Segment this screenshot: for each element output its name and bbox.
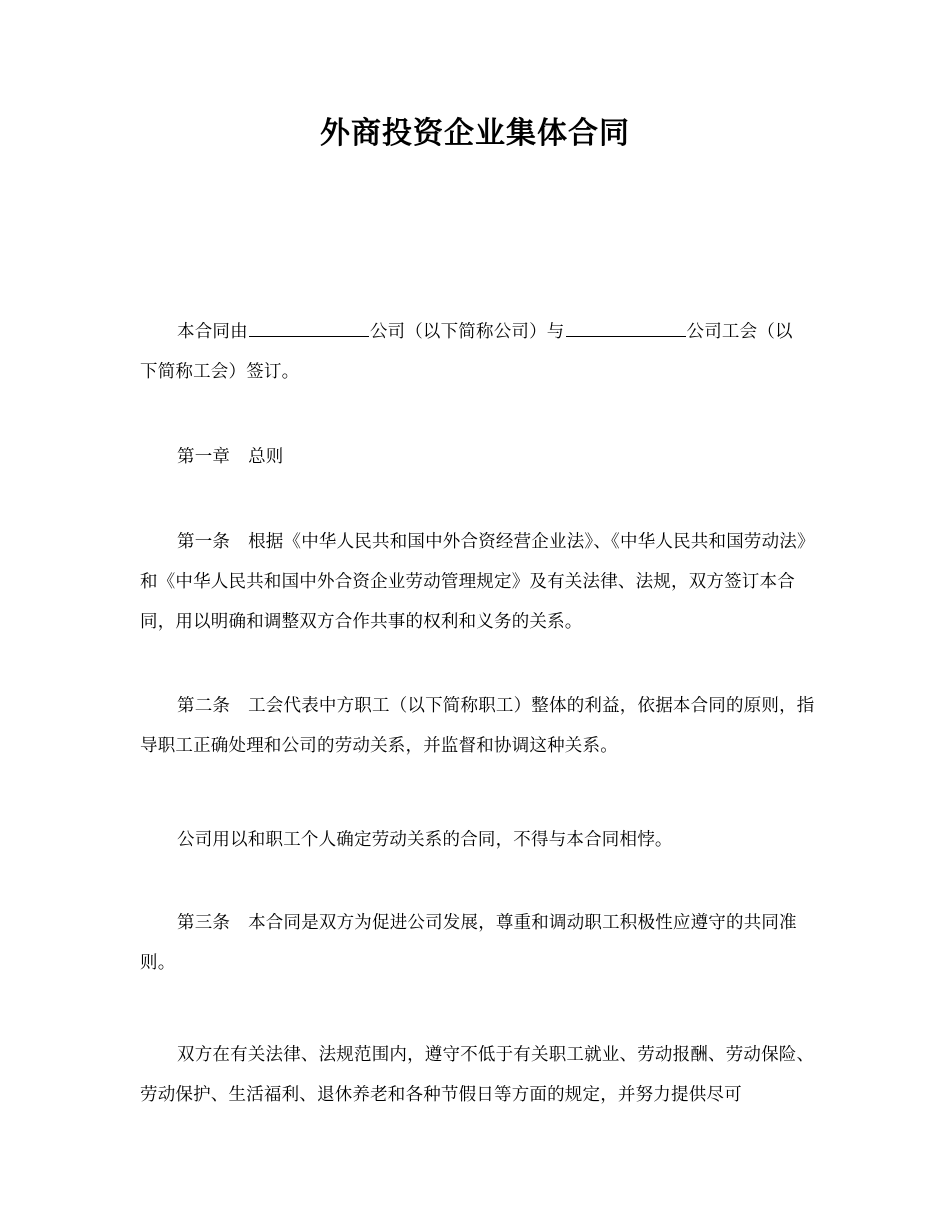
document-title: 外商投资企业集体合同 [320, 116, 630, 151]
intro-text-1: 本合同由 [177, 322, 248, 342]
chapter-label: 第一章 [177, 447, 231, 467]
article-3-paragraph [140, 903, 830, 983]
article-1-text: 根据《中华人民共和国中外合资经营企业法》、《中华人民共和国劳动法》和《中华人民共和国中外合资企业劳动管理规定》及有关法律、法规，双方签订本合同，用以明确和调整双方合作共事的权利和义务的关系。 [140, 532, 815, 632]
company-contract-paragraph: 公司用以和职工个人确定劳动关系的合同，不得与本合同相悖。 [177, 830, 673, 850]
union-name-blank [566, 316, 686, 337]
intro-text-3: 公司工会（以 [686, 322, 793, 342]
article-1-paragraph [140, 522, 830, 642]
chapter-name: 总则 [248, 447, 284, 467]
article-3-label: 第三条 [177, 913, 231, 933]
article-2-paragraph [140, 686, 830, 766]
intro-paragraph [140, 312, 867, 392]
company-name-blank [249, 316, 369, 337]
both-parties-paragraph: 双方在有关法律、法规范围内，遵守不低于有关职工就业、劳动报酬、劳动保险、劳动保护、生活福利、退休养老和各种节假日等方面的规定，并努力提供尽可 [140, 1045, 815, 1105]
article-3-text: 本合同是双方为促进公司发展，尊重和调动职工积极性应遵守的共同准则。 [140, 913, 797, 973]
article-2-text: 工会代表中方职工（以下简称职工）整体的利益，依据本合同的原则，指导职工正确处理和公司的劳动关系，并监督和协调这种关系。 [140, 696, 815, 756]
article-1-label: 第一条 [177, 532, 231, 552]
intro-text-2: 公司（以下简称公司）与 [369, 322, 565, 342]
chapter-1-heading [140, 437, 867, 477]
intro-text-line2: 下简称工会）签订。 [140, 362, 300, 382]
article-2-label: 第二条 [177, 696, 231, 716]
